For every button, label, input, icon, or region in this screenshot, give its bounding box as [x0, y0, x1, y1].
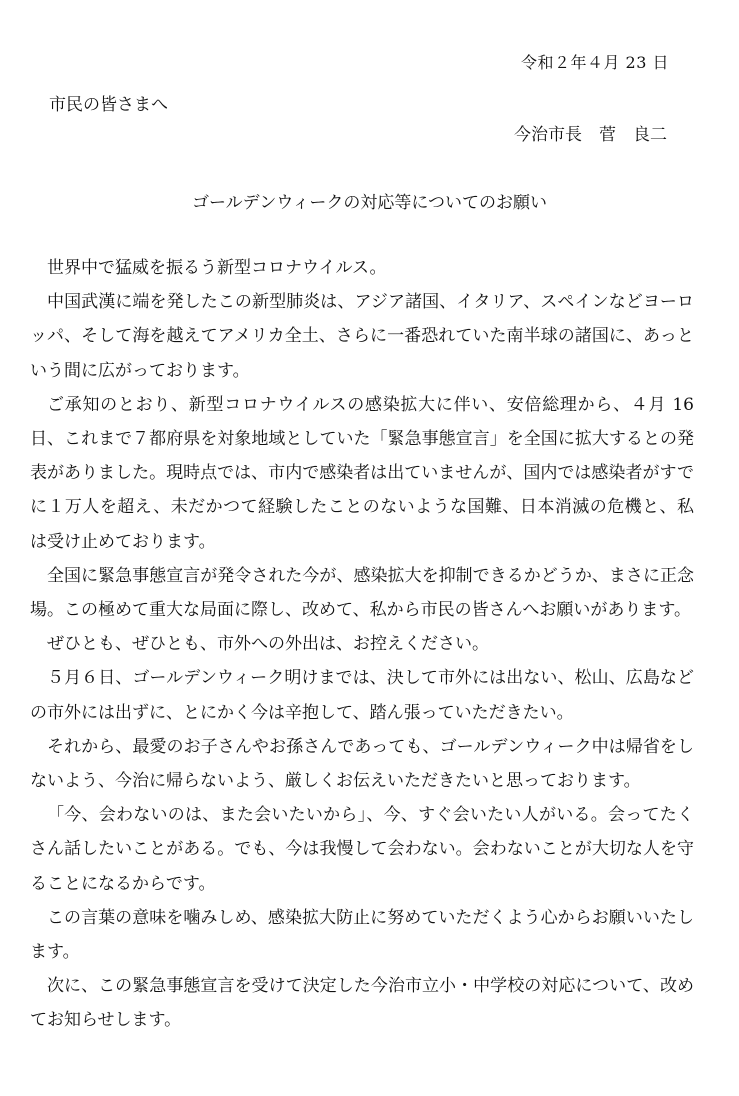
letter-body: [30, 251, 694, 1038]
paragraph: 「今、会わないのは、また会いたいから」、今、すぐ会いたい人がいる。会ってたくさん話したいことがある。でも、今は我慢して会わない。会わないことが大切な人を守ることになるからです。: [30, 805, 694, 894]
paragraph: ぜひとも、ぜひとも、市外への外出は、お控えください。: [47, 634, 489, 655]
paragraph: 次に、この緊急事態宣言を受けて決定した今治市立小・中学校の対応について、改めてお知らせします。: [30, 976, 694, 1031]
paragraph: それから、最愛のお子さんやお孫さんであっても、ゴールデンウィーク中は帰省をしないよう、今治に帰らないよう、厳しくお伝えいただきたいと思っております。: [30, 736, 694, 792]
paragraph: 全国に緊急事態宣言が発令された今が、感染拡大を抑制できるかどうか、まさに正念場。この極めて重大な局面に際し、改めて、私から市民の皆さんへお願いがあります。: [30, 565, 694, 621]
paragraph: この言葉の意味を噛みしめ、感染拡大防止に努めていただくよう心からお願いいたします。: [30, 907, 694, 963]
paragraph: ご承知のとおり、新型コロナウイルスの感染拡大に伴い、安倍総理から、４月 16 日、これまで７都府県を対象地域としていた「緊急事態宣言」を全国に拡大するとの発表がありました。現時点では、市内で感染者は出ていませんが、国内では感染者がすでに１万人を超え、未だかつて経験したことのないような国難、日本消滅の危機と、私は受け止めております。: [30, 394, 694, 552]
paragraph: 中国武漢に端を発したこの新型肺炎は、アジア諸国、イタリア、スペインなどヨーロッパ、そして海を越えてアメリカ全土、さらに一番恐れていた南半球の諸国に、あっという間に広がっております。: [30, 292, 694, 381]
paragraph: ５月６日、ゴールデンウィーク明けまでは、決して市外には出ない、松山、広島などの市外には出ずに、とにかく今は辛抱して、踏ん張っていただきたい。: [30, 668, 694, 723]
letter-date: 令和２年４月 23 日: [520, 53, 669, 72]
document-title: ゴールデンウィークの対応等についてのお願い: [192, 193, 547, 213]
paragraph: 世界中で猛威を振るう新型コロナウイルス。: [47, 258, 387, 278]
addressee: 市民の皆さまへ: [49, 95, 168, 115]
sender-signature: 今治市長 菅 良二: [514, 125, 667, 145]
